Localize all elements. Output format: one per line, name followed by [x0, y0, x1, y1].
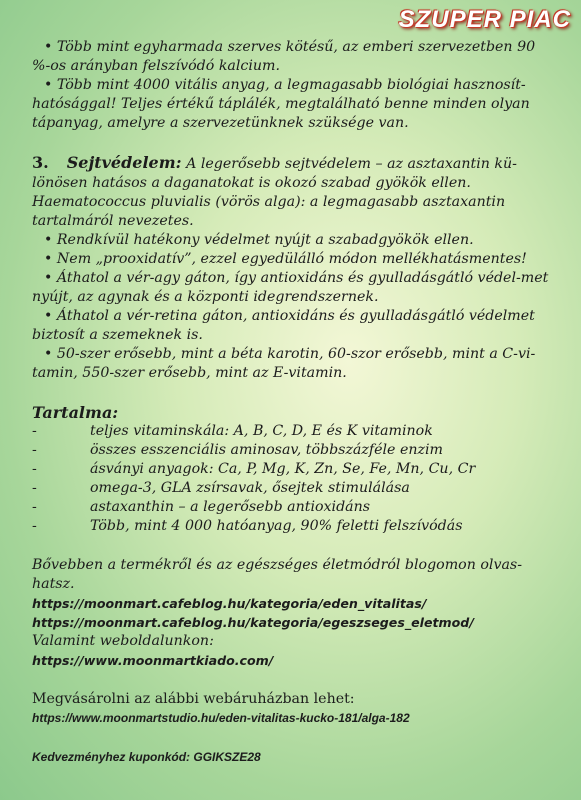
article-body [32, 38, 554, 767]
bullet-strength: • 50-szer erősebb, mint a béta karotin, 60-szor erősebb, mint a C-vi-tamin, 550-szer erősebb, mint az E-vitamin. [32, 346, 536, 381]
brand-logo: SZUPER PIAC [398, 6, 571, 33]
shop-link[interactable]: https://www.moonmartstudio.hu/eden-vitalitas-kucko-181/alga-182 [32, 711, 410, 725]
section-3-intro [32, 153, 554, 231]
bullet-prooxidative: • Nem „prooxidatív”, ezzel egyedülálló módon mellékhatásmentes! [44, 251, 527, 267]
shop-text: Megvásárolni az alábbi webáruházban lehet: [32, 691, 355, 707]
list-item [32, 498, 554, 517]
list-item-text: összes esszenciális aminosav, többszázféle enzim [90, 442, 443, 458]
website-link[interactable]: https://www.moonmartkiado.com/ [32, 653, 274, 668]
list-dash: - [32, 499, 37, 515]
list-item [32, 422, 554, 441]
list-item-text: astaxanthin – a legerősebb antioxidáns [90, 499, 371, 515]
list-item-text: Több, mint 4 000 hatóanyag, 90% feletti felszívódás [90, 518, 463, 534]
section-number: 3. [32, 153, 49, 172]
list-item-text: ásványi anyagok: Ca, P, Mg, K, Zn, Se, Fe, Mn, Cu, Cr [90, 461, 476, 477]
bullet-blood-retina: • Áthatol a vér-retina gáton, antioxidáns és gyulladásgátló védelmet biztosít a szemeknek is. [32, 308, 535, 343]
bullet-protection: • Rendkívül hatékony védelmet nyújt a szabadgyökök ellen. [44, 232, 474, 248]
list-item [32, 517, 554, 536]
list-item-text: omega-3, GLA zsírsavak, ősejtek stimulálása [90, 480, 410, 496]
blog-link-lifestyle[interactable]: https://moonmart.cafeblog.hu/kategoria/egeszseges_eletmod/ [32, 615, 474, 630]
list-dash: - [32, 461, 37, 477]
website-text: Valamint weboldalunkon: [32, 633, 214, 649]
list-item [32, 441, 554, 460]
bullet-calcium: • Több mint egyharmada szerves kötésű, az emberi szervezetben 90 %-os arányban felszívódó kalcium. [32, 39, 536, 74]
list-dash: - [32, 518, 37, 534]
contents-title: Tartalma: [32, 403, 119, 422]
list-item [32, 460, 554, 479]
section-intro-text: A legerősebb sejtvédelem – az asztaxantin kü-lönösen hatásos a daganatokat is okozó szabad gyökök ellen. Haematococcus pluvialis (vörös alga): a legmagasabb asztaxantin tartalmáról nevezetes. [32, 156, 517, 229]
bullet-vital-substances: • Több mint 4000 vitális anyag, a legmagasabb biológiai hasznosít-hatósággal! Teljes értékű táplálék, megtalálható benne minden olyan tápanyag, amelyre a szervezetünknek szüksége van. [32, 77, 530, 131]
blog-link-eden[interactable]: https://moonmart.cafeblog.hu/kategoria/eden_vitalitas/ [32, 596, 427, 611]
section-title: Sejtvédelem: [66, 153, 182, 172]
blog-text: Bővebben a termékről és az egészséges életmódról blogomon olvas-hatsz. [32, 557, 522, 592]
list-dash: - [32, 423, 37, 439]
list-dash: - [32, 442, 37, 458]
coupon-code: Kedvezményhez kuponkód: GGIKSZE28 [32, 750, 261, 764]
list-item [32, 479, 554, 498]
bullet-blood-brain: • Áthatol a vér-agy gáton, így antioxidáns és gyulladásgátló védel-met nyújt, az agynak és a központi idegrendszernek. [32, 270, 549, 305]
list-dash: - [32, 480, 37, 496]
list-item-text: teljes vitaminskála: A, B, C, D, E és K vitaminok [90, 423, 433, 439]
